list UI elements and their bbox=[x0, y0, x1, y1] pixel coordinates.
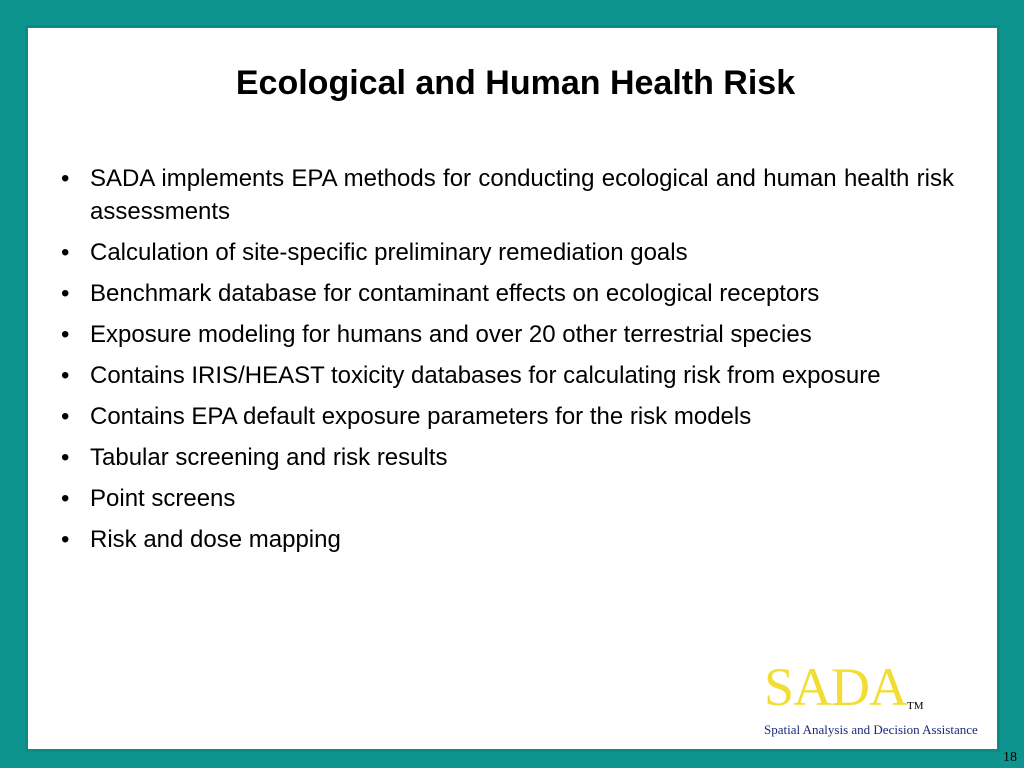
list-item bbox=[61, 162, 954, 228]
bullet-icon: • bbox=[61, 526, 70, 553]
trademark-symbol: TM bbox=[907, 700, 924, 712]
bullet-text: Contains IRIS/HEAST toxicity databases for calculating risk from exposure bbox=[90, 362, 881, 389]
slide bbox=[25, 25, 1000, 752]
list-item bbox=[61, 523, 954, 556]
list-item bbox=[61, 400, 954, 433]
bullet-icon: • bbox=[61, 239, 70, 266]
logo-tagline: Spatial Analysis and Decision Assistance bbox=[764, 722, 978, 737]
bullet-text: Tabular screening and risk results bbox=[90, 444, 448, 471]
bullet-icon: • bbox=[61, 403, 70, 430]
list-item bbox=[61, 482, 954, 515]
bullet-text: Benchmark database for contaminant effects on ecological receptors bbox=[90, 280, 820, 307]
bullet-icon: • bbox=[61, 485, 70, 512]
bullet-text: Exposure modeling for humans and over 20 other terrestrial species bbox=[90, 321, 812, 348]
bullet-list bbox=[61, 162, 954, 564]
bullet-text: Calculation of site-specific preliminary remediation goals bbox=[90, 239, 688, 266]
bullet-icon: • bbox=[61, 444, 70, 471]
bullet-text: Contains EPA default exposure parameters for the risk models bbox=[90, 403, 752, 430]
bullet-icon: • bbox=[61, 280, 70, 307]
bullet-icon: • bbox=[61, 321, 70, 348]
bullet-text: Point screens bbox=[90, 485, 236, 512]
list-item bbox=[61, 236, 954, 269]
bullet-text: SADA implements EPA methods for conducting ecological and human health risk assessments bbox=[90, 165, 954, 225]
logo-wordmark: SADA bbox=[764, 657, 908, 717]
bullet-text: Risk and dose mapping bbox=[90, 526, 341, 553]
page-number: 18 bbox=[1003, 750, 1017, 765]
sada-logo bbox=[764, 657, 994, 740]
list-item bbox=[61, 318, 954, 351]
list-item bbox=[61, 277, 954, 310]
list-item bbox=[61, 359, 954, 392]
bullet-icon: • bbox=[61, 165, 70, 192]
list-item bbox=[61, 441, 954, 474]
bullet-icon: • bbox=[61, 362, 70, 389]
slide-title: Ecological and Human Health Risk bbox=[235, 64, 796, 102]
